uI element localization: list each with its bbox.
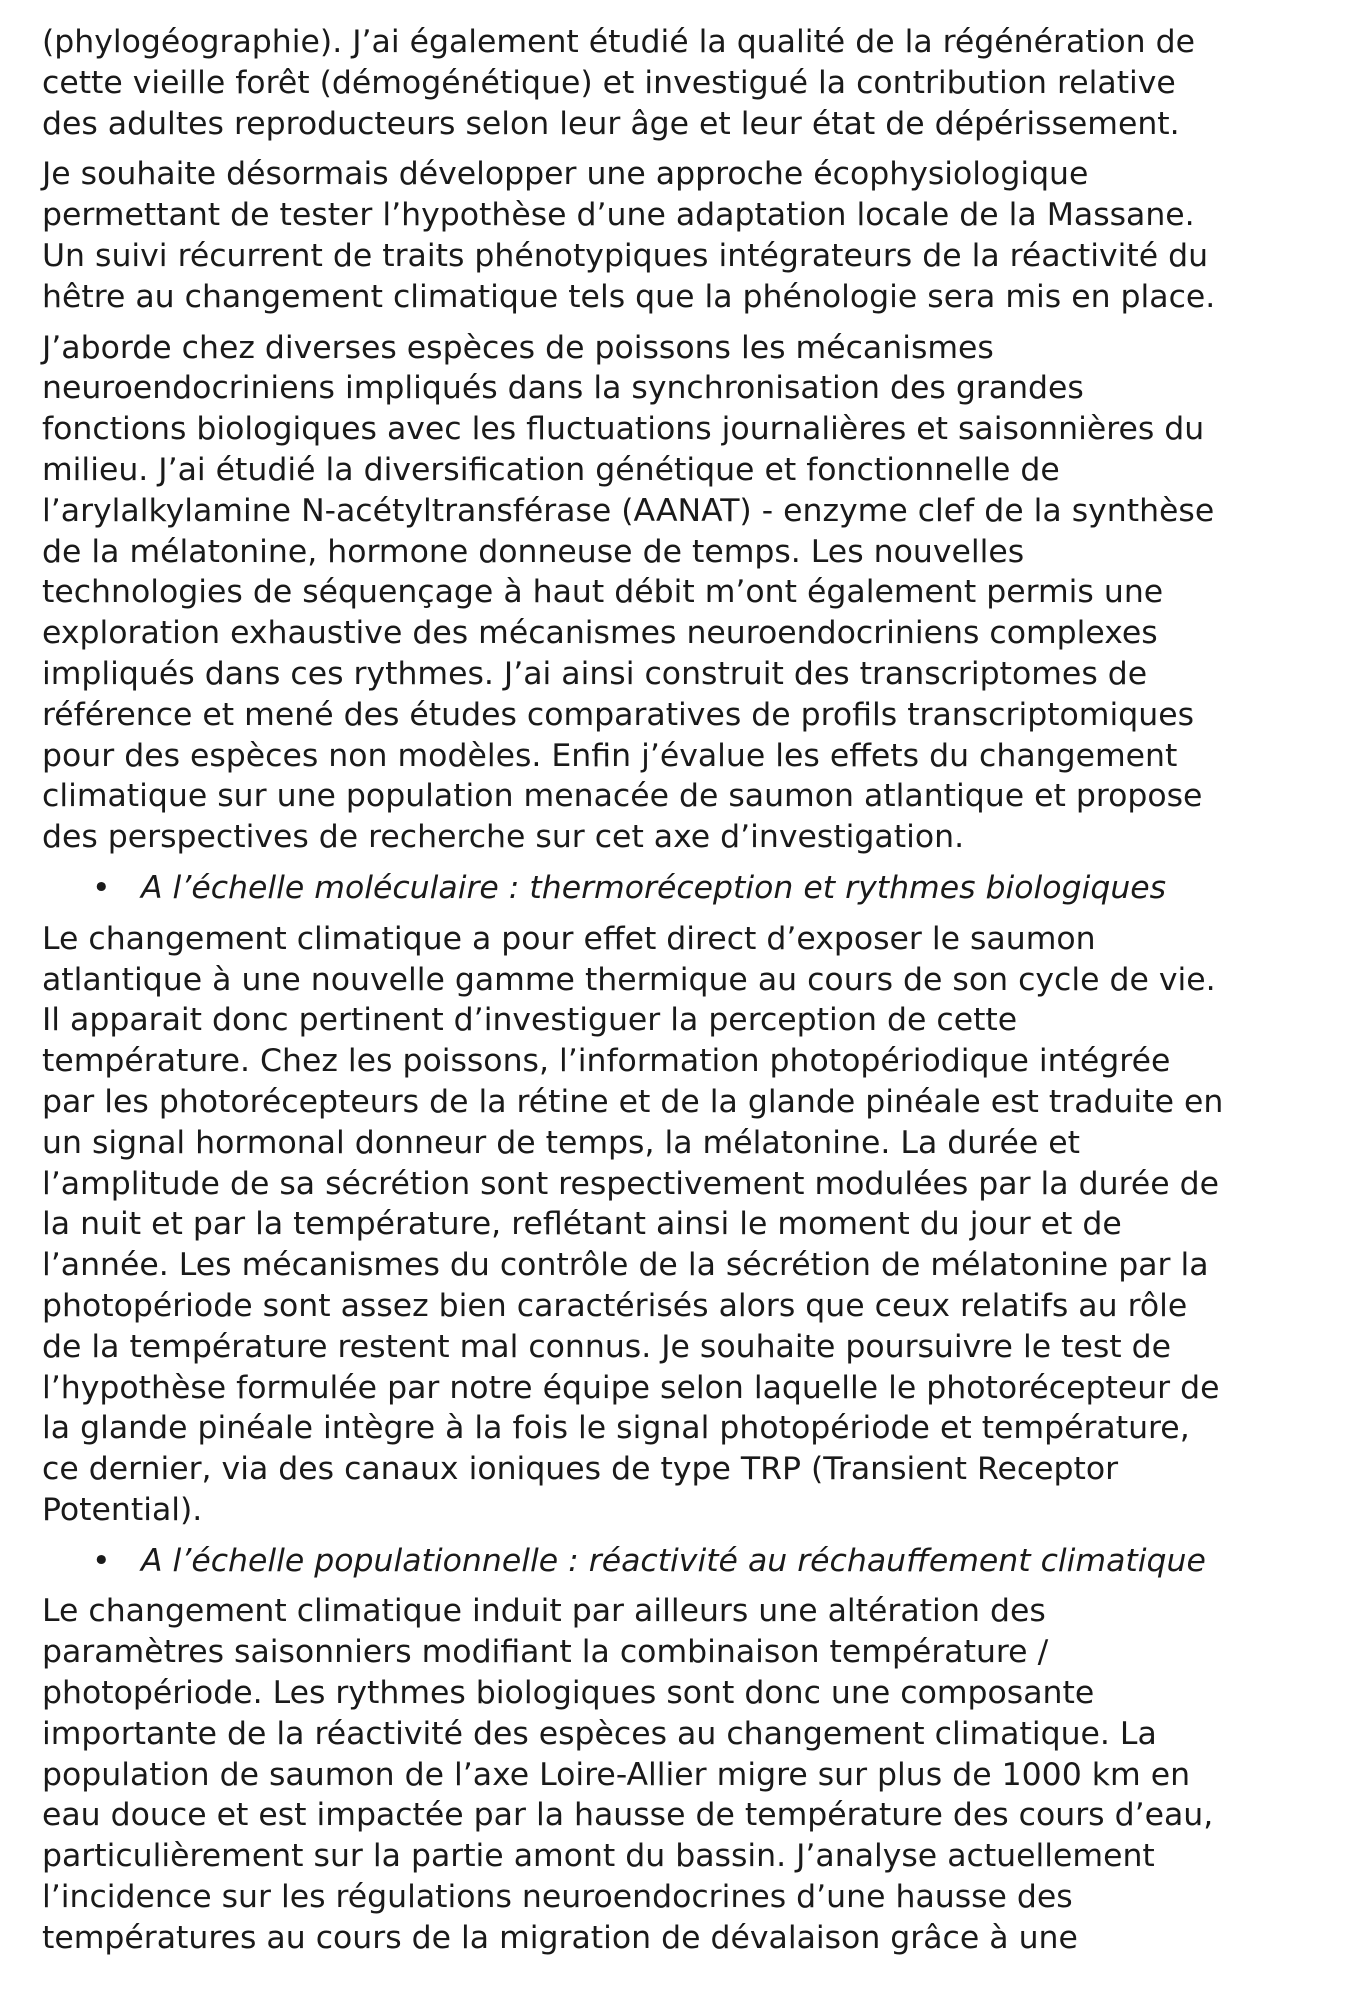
bullet-text: A l’échelle moléculaire : thermoréception et rythmes biologiques (141, 869, 1167, 906)
bullet-population-scale (42, 1541, 1332, 1582)
paragraph-neuroendocrine: J’aborde chez diverses espèces de poissons les mécanismes neuroendocriniens impliqués dans la synchronisation des grandes fonctions biologiques avec les fluctuations journalières et saisonnières du milieu. J’ai étudié la diversification génétique et fonctionnelle de l’arylalkylamine N-acétyltransférase (AANAT) - enzyme clef de la synthèse de la mélatonine, hormone donneuse de temps. Les nouvelles technologies de séquençage à haut débit m’ont également permis une exploration exhaustive des mécanismes neuroendocriniens complexes impliqués dans ces rythmes. J’ai ainsi construit des transcriptomes de référence et mené des études comparatives de profils transcriptomiques pour des espèces non modèles. Enfin j’évalue les effets du changement climatique sur une population menacée de saumon atlantique et propose des perspectives de recherche sur cet axe d’investigation. (42, 329, 1215, 856)
bullet-dot-icon: • (92, 1542, 111, 1579)
bullet-molecular-scale (42, 868, 1332, 909)
document-page (42, 22, 1332, 1969)
bullet-text: A l’échelle populationnelle : réactivité au réchauffement climatique (141, 1542, 1206, 1579)
paragraph-thermoreception: Le changement climatique a pour effet direct d’exposer le saumon atlantique à une nouvelle gamme thermique au cours de son cycle de vie. Il apparait donc pertinent d’investiguer la perception de cette température. Chez les poissons, l’information photopériodique intégrée par les photorécepteurs de la rétine et de la glande pinéale est traduite en un signal hormonal donneur de temps, la mélatonine. La durée et l’amplitude de sa sécrétion sont respectivement modulées par la durée de la nuit et par la température, reflétant ainsi le moment du jour et de l’année. Les mécanismes du contrôle de la sécrétion de mélatonine par la photopériode sont assez bien caractérisés alors que ceux relatifs au rôle de la température restent mal connus. Je souhaite poursuivre le test de l’hypothèse formulée par notre équipe selon laquelle le photorécepteur de la glande pinéale intègre à la fois le signal photopériode et température, ce dernier, via des canaux ioniques de type TRP (Transient Receptor Potential). (42, 920, 1224, 1528)
paragraph-phylogeography: (phylogéographie). J’ai également étudié la qualité de la régénération de cette vieille forêt (démogénétique) et investigué la contribution relative des adultes reproducteurs selon leur âge et leur état de dépérissement. (42, 24, 1195, 142)
bullet-dot-icon: • (92, 869, 111, 906)
paragraph-ecophysiology: Je souhaite désormais développer une approche écophysiologique permettant de tester l’hypothèse d’une adaptation locale de la Massane. Un suivi récurrent de traits phénotypiques intégrateurs de la réactivité du hêtre au changement climatique tels que la phénologie sera mis en place. (42, 156, 1216, 315)
paragraph-population-reactivity: Le changement climatique induit par ailleurs une altération des paramètres saisonniers modifiant la combinaison température / photopériode. Les rythmes biologiques sont donc une composante importante de la réactivité des espèces au changement climatique. La population de saumon de l’axe Loire-Allier migre sur plus de 1000 km en eau douce et est impactée par la hausse de température des cours d’eau, particulièrement sur la partie amont du bassin. J’analyse actuellement l’incidence sur les régulations neuroendocrines d’une hausse des températures au cours de la migration de dévalaison grâce à une (42, 1593, 1214, 1956)
